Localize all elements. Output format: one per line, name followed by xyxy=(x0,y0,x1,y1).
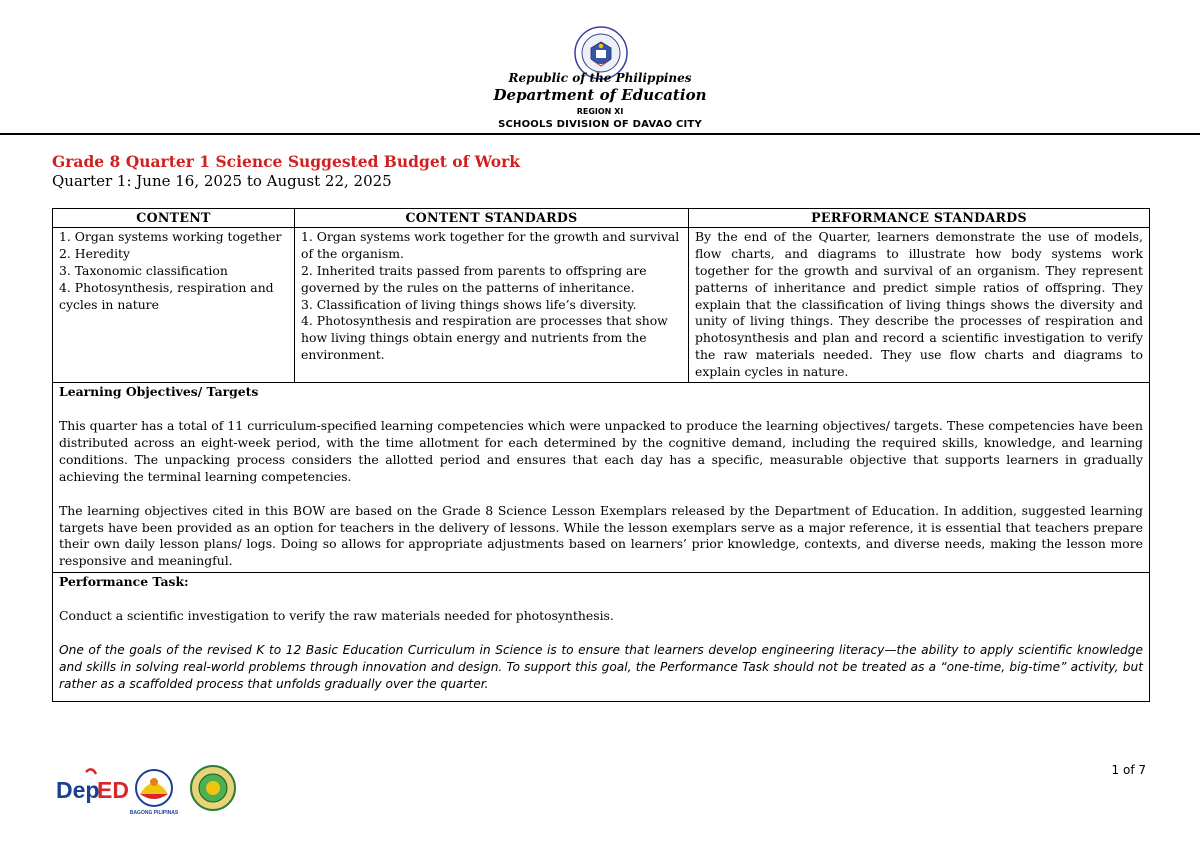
header-performance-standards: PERFORMANCE STANDARDS xyxy=(689,209,1150,228)
content-standards-cell xyxy=(295,227,689,382)
list-item: 4. Photosynthesis, respiration and cycles in nature xyxy=(59,279,274,312)
list-item: 2. Inherited traits passed from parents to offspring are governed by the rules on the patterns of inheritance. xyxy=(301,262,647,295)
header-divider xyxy=(0,133,1200,135)
list-item: 4. Photosynthesis and respiration are processes that show how living things obtain energy and nutrients from the environment. xyxy=(301,313,668,363)
deped-logo-icon xyxy=(56,769,129,803)
republic-heading: Republic of the Philippines xyxy=(508,71,692,85)
budget-of-work-table xyxy=(52,208,1150,702)
page-number: 1 of 7 xyxy=(1111,763,1146,777)
table-header-row xyxy=(53,209,1150,228)
table-row xyxy=(53,227,1150,382)
region-label: REGION XI xyxy=(576,107,624,116)
svg-text:ED: ED xyxy=(97,777,129,803)
table-row xyxy=(53,383,1150,573)
performance-standards-cell: By the end of the Quarter, learners demonstrate the use of models, flow charts, and diagrams to illustrate how body systems work together for the growth and survival of an organism. They represent patterns of inheritance and predict simple ratios of offspring. They explain that the classification of living things shows the diversity and unity of living things. They describe the processes of respiration and photosynthesis and plan and record a scientific investigation to verify the raw materials needed. They use flow charts and diagrams to explain cycles in nature. xyxy=(689,227,1150,382)
performance-task-paragraph-1: Conduct a scientific investigation to verify the raw materials needed for photosynthesis. xyxy=(59,608,614,624)
division-label: SCHOOLS DIVISION OF DAVAO CITY xyxy=(498,119,702,130)
document-title: Grade 8 Quarter 1 Science Suggested Budget of Work xyxy=(52,152,521,171)
learning-objectives-heading: Learning Objectives/ Targets xyxy=(59,384,259,400)
objectives-paragraph-2: The learning objectives cited in this BOW are based on the Grade 8 Science Lesson Exemplars released by the Department of Education. In addition, suggested learning targets have been provided as an option for teachers in the delivery of lessons. While the lesson exemplars serve as a major reference, it is essential that teachers prepare their own daily lesson plans/ logs. Doing so allows for appropriate adjustments based on learners’ prior knowledge, contexts, and diverse needs, making the lesson more responsive and meaningful. xyxy=(59,502,1143,569)
list-item: 2. Heredity xyxy=(59,245,131,261)
svg-text:BAGONG PILIPINAS: BAGONG PILIPINAS xyxy=(129,810,179,816)
division-seal-icon xyxy=(191,766,235,810)
performance-task-cell xyxy=(53,573,1150,702)
list-item: 1. Organ systems working together xyxy=(59,228,282,244)
list-item: 3. Taxonomic classification xyxy=(59,262,228,278)
document-subtitle: Quarter 1: June 16, 2025 to August 22, 2025 xyxy=(52,172,392,190)
table-row xyxy=(53,573,1150,702)
learning-objectives-cell xyxy=(53,383,1150,573)
department-heading: Department of Education xyxy=(493,86,707,104)
performance-task-heading: Performance Task: xyxy=(59,574,189,590)
header-content: CONTENT xyxy=(53,209,295,228)
svg-text:Dep: Dep xyxy=(56,777,100,803)
bagong-pilipinas-logo-icon xyxy=(130,770,179,816)
content-cell xyxy=(53,227,295,382)
list-item: 1. Organ systems work together for the growth and survival of the organism. xyxy=(301,228,680,261)
objectives-paragraph-1: This quarter has a total of 11 curriculum-specified learning competencies which were unpacked to produce the learning objectives/ targets. These competencies have been distributed across an eight-week period, with the time allotment for each determined by the cognitive demand, including the required skills, knowledge, and learning conditions. The unpacking process considers the allotted period and ensures that each day has a specific, measurable objective that supports learners in gradually achieving the terminal learning competencies. xyxy=(59,417,1143,484)
footer-logos xyxy=(56,764,246,816)
list-item: 3. Classification of living things shows life’s diversity. xyxy=(301,296,637,312)
header-content-standards: CONTENT STANDARDS xyxy=(295,209,689,228)
performance-task-paragraph-2: One of the goals of the revised K to 12 Basic Education Curriculum in Science is to ensure that learners develop engineering literacy—the ability to apply scientific knowledge and skills in solving real-world problems through innovation and design. To support this goal, the Performance Task should not be treated as a “one-time, big-time” activity, but rather as a scaffolded process that unfolds gradually over the quarter. xyxy=(59,643,1143,691)
